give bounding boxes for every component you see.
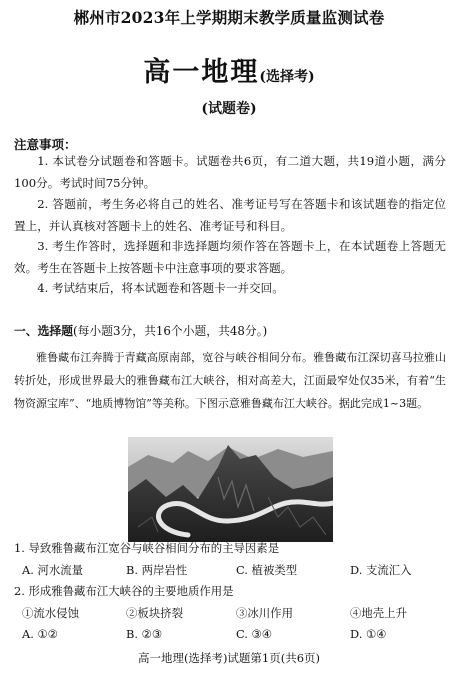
section-intro: 雅鲁藏布江奔腾于青藏高原南部，宽谷与峡谷相间分布。雅鲁藏布江深切喜马拉雅山转折处，形成世界最大的雅鲁藏布江大峡谷，相对高差大，江面最窄处仅35米，有着“生物资源宝库”、“地质博物馆”等美称。下图示意雅鲁藏布江大峡谷。据此完成1~3题。 (14, 351, 446, 410)
canyon-photo (128, 437, 333, 542)
notice-item: 2. 答题前，考生务必将自己的姓名、准考证号写在答题卡和该试题卷的指定位置上，并认真核对答题卡上的姓名、准考证号和科目。 (14, 197, 446, 233)
q2-item-4: ④地壳上升 (350, 606, 407, 620)
q2-item-2: ②板块挤裂 (126, 606, 183, 620)
subject-note: (选择考) (259, 69, 315, 85)
q2-item-3: ③冰川作用 (236, 606, 293, 620)
notice-item: 1. 本试卷分试题卷和答题卡。试题卷共6页，有二道大题，共19道小题，满分100分。考试时间75分钟。 (14, 154, 446, 190)
q2-item-1: ①流水侵蚀 (22, 606, 79, 620)
notice-item: 4. 考试结束后，将本试题卷和答题卡一并交回。 (37, 281, 284, 295)
q2-option-c: C. ③④ (236, 627, 272, 641)
q1-option-a: A. 河水流量 (22, 563, 84, 577)
section-note: (每小题3分，共16个小题，共48分。) (73, 324, 268, 338)
q1-option-b: B. 两岸岩性 (126, 563, 188, 577)
q1-option-c: C. 植被类型 (236, 563, 298, 577)
paper-type: (试题卷) (201, 101, 257, 117)
section-heading (14, 322, 267, 339)
notice-heading: 注意事项： (14, 137, 77, 152)
subject-name: 高一地理 (143, 57, 260, 88)
question-stem: 2. 形成雅鲁藏布江大峡谷的主要地质作用是 (14, 584, 234, 598)
q1-option-d: D. 支流汇入 (350, 563, 412, 577)
q2-option-a: A. ①② (22, 627, 58, 641)
q2-option-d: D. ①④ (350, 627, 387, 641)
page-footer: 高一地理(选择考)试题第1页(共6页) (137, 651, 321, 665)
q2-option-b: B. ②③ (126, 627, 163, 641)
question-stem: 1. 导致雅鲁藏布江宽谷与峡谷相间分布的主导因素是 (14, 541, 280, 555)
section-title: 一、选择题 (14, 324, 73, 338)
subject-title (0, 50, 458, 89)
exam-title: 郴州市2023年上学期期末教学质量监测试卷 (73, 8, 385, 27)
notice-item: 3. 考生作答时，选择题和非选择题均须作答在答题卡上，在本试题卷上答题无效。考生在答题卡上按答题卡中注意事项的要求答题。 (14, 239, 446, 275)
